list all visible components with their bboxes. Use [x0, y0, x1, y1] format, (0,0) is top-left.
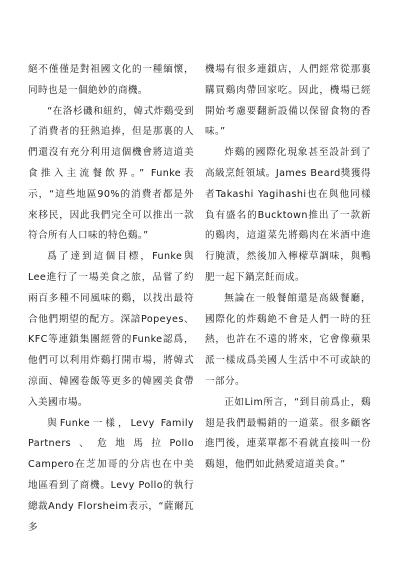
paragraph: 機場有很多連鎖店，人們經常從那裏購買鷄肉帶回家吃。因此，機場已經開始考慮要翻新設備以保留食物的香味。” — [205, 64, 371, 138]
paragraph: 與Funke一樣，Levy Family Partners、危地馬拉Pollo Campero在芝加哥的分店也在中美地區看到了商機。Levy Pollo的執行總裁Andy Florsheim表示，“薩爾瓦多 — [28, 417, 194, 533]
paragraph: 正如Lim所言，“到目前爲止，鷄翅是我們最暢銷的一道菜。很多顧客進門後，連菜單都不看就直接叫一份鷄翅，他們如此熱愛這道美食。” — [205, 396, 371, 471]
paragraph: “在洛杉磯和紐約，韓式炸鷄受到了消費者的狂熱追捧，但是那裏的人們還沒有充分利用這個機會將這道美食推入主流餐飲界。” Funke表示，“這些地區90%的消費者都是外來移民，因此我們完全可以推出一款符合所有人口味的特色鷄。” — [28, 105, 194, 242]
paragraph: 絕不僅僅是對祖國文化的一種緬懷，同時也是一個絶妙的商機。 — [28, 64, 194, 96]
paragraph: 炸鷄的國際化現象甚至設計到了高級烹飪領域。James Beard獎獲得者Takashi Yagihashi也在與他同樣負有盛名的Bucktown推出了一款新的鷄肉，這道菜先將鷄肉在米酒中進行腌漬，然後加入檸檬草調味，與鴨肥一起下鍋烹飪而成。 — [205, 147, 371, 283]
paragraph: 爲了達到這個目標，Funke與Lee進行了一場美食之旅，品嘗了約兩百多種不同風味的鷄，以找出最符合他們期望的配方。深諳Popeyes、KFC等連鎖集團經營的Funke認爲，他們可以利用炸鷄打開市場，將韓式涼面、韓國卷飯等更多的韓國美食帶入美國市場。 — [28, 251, 194, 408]
paragraph: 無論在一般餐館還是高級餐廳，國際化的炸鷄絶不會是人們一時的狂熱，也許在不遠的將來，它會像蘋果派一樣成爲美國人生活中不可或缺的一部分。 — [205, 292, 371, 387]
left-text-column — [28, 60, 194, 538]
right-text-column — [205, 60, 371, 476]
